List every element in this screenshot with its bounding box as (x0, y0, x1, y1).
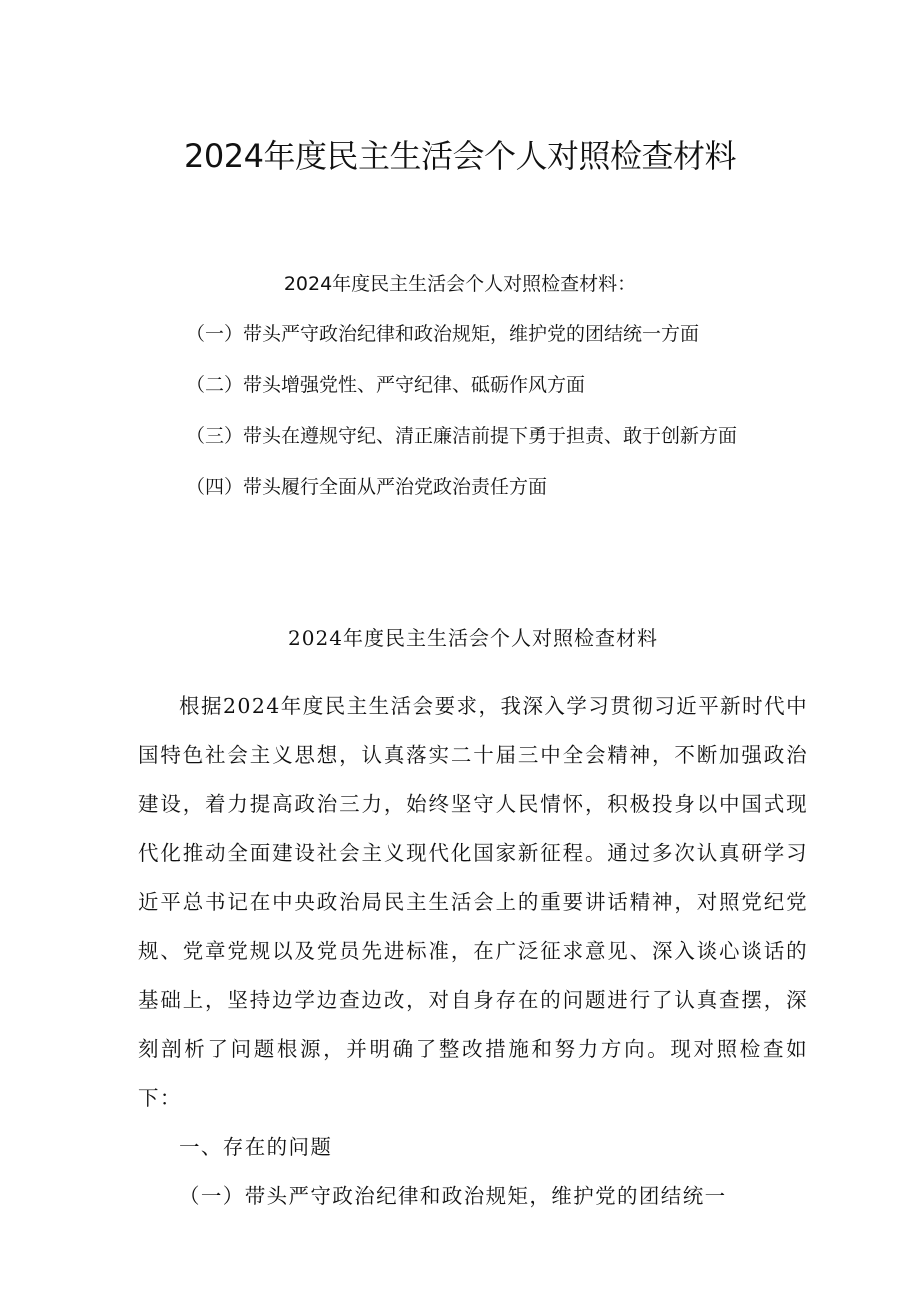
intro-paragraph: 根据2024年度民主生活会要求，我深入学习贯彻习近平新时代中国特色社会主义思想，认真落实二十届三中全会精神，不断加强政治建设，着力提高政治三力，始终坚守人民情怀，积极投身以中国式现代化推动全面建设社会主义现代化国家新征程。通过多次认真研学习近平总书记在中央政治局民主生活会上的重要讲话精神，对照党纪党规、党章党规以及党员先进标准，在广泛征求意见、深入谈心谈话的基础上，坚持边学边查边改，对自身存在的问题进行了认真查摆，深刻剖析了问题根源，并明确了整改措施和努力方向。现对照检查如下： (138, 694, 808, 1110)
body-title: 2024年度民主生活会个人对照检查材料 (288, 626, 658, 650)
document-main-title: 2024年度民主生活会个人对照检查材料 (184, 137, 736, 175)
section-heading: 一、存在的问题 (179, 1135, 333, 1159)
toc-item: （三）带头在遵规守纪、清正廉洁前提下勇于担责、敢于创新方面 (186, 425, 738, 447)
subsection-heading: （一）带头严守政治纪律和政治规矩，维护党的团结统一 (179, 1184, 727, 1208)
toc-list (186, 318, 737, 522)
toc-item: （一）带头严守政治纪律和政治规矩，维护党的团结统一方面 (186, 323, 700, 345)
document-body (138, 620, 808, 1221)
toc-heading: 2024年度民主生活会个人对照检查材料： (283, 273, 637, 295)
toc-item: （四）带头履行全面从严治党政治责任方面 (186, 476, 548, 498)
toc-item: （二）带头增强党性、严守纪律、砥砺作风方面 (186, 374, 586, 396)
